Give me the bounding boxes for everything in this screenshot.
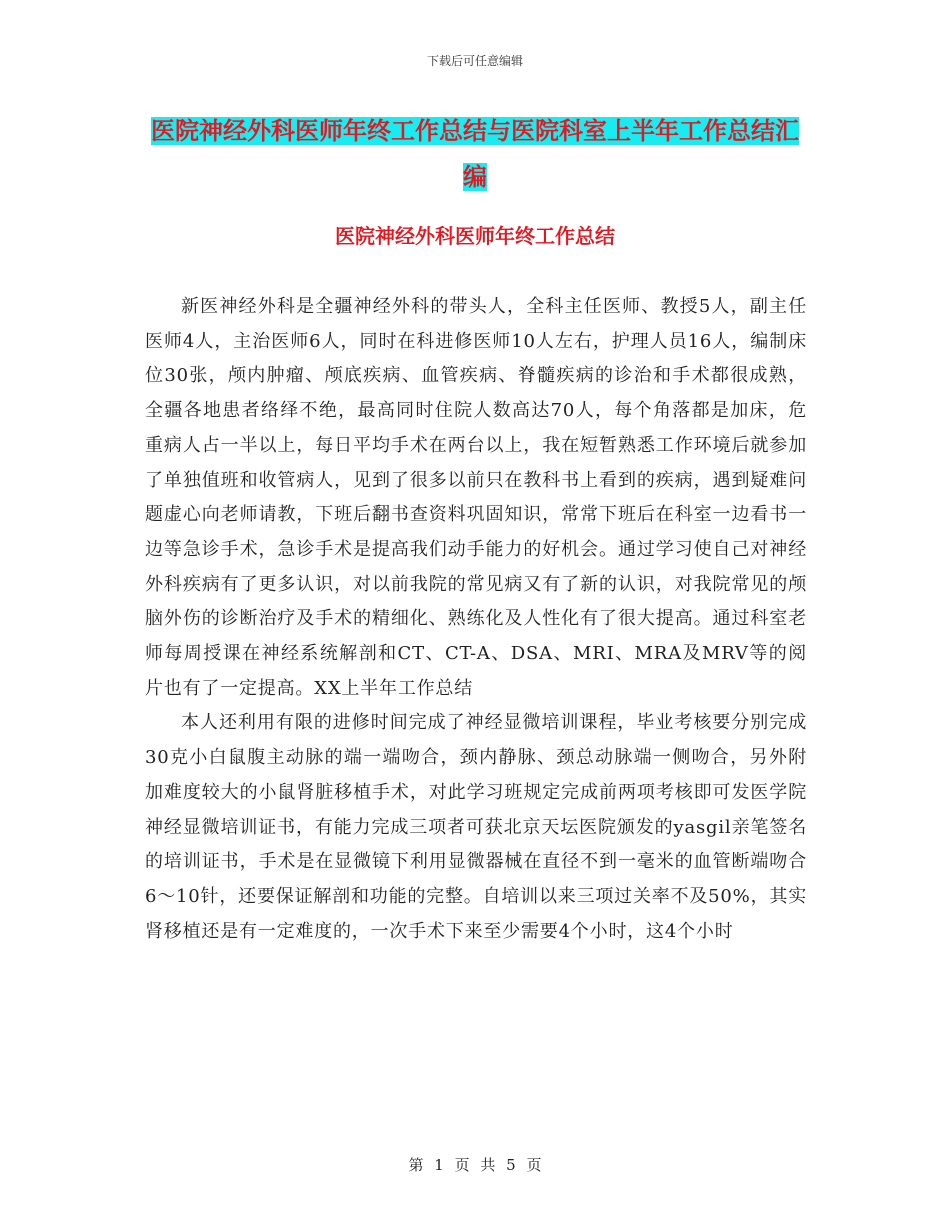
section-title: 医院神经外科医师年终工作总结	[335, 224, 615, 248]
document-title-text: 医院神经外科医师年终工作总结与医院科室上半年工作总结汇编	[151, 117, 799, 191]
paragraph: 本人还利用有限的进修时间完成了神经显微培训课程，毕业考核要分别完成30克小白鼠腹主动脉的端一端吻合，颈内静脉、颈总动脉端一侧吻合，另外附加难度较大的小鼠肾脏移植手术，对此学习班规定完成前两项考核即可发医学院神经显微培训证书，有能力完成三项者可获北京天坛医院颁发的yasgil亲笔签名的培训证书，手术是在显微镜下利用显微器械在直径不到一毫米的血管断端吻合6～10针，还要保证解剖和功能的完整。自培训以来三项过关率不及50%，其实肾移植还是有一定难度的，一次手术下来至少需要4个小时，这4个小时	[145, 712, 807, 942]
document-title	[145, 108, 805, 200]
header-note: 下载后可任意编辑	[426, 54, 523, 68]
page-number-footer: 第 1 页 共 5 页	[408, 1156, 542, 1174]
body-text	[145, 290, 807, 949]
paragraph: 新医神经外科是全疆神经外科的带头人，全科主任医师、教授5人，副主任医师4人，主治医师6人，同时在科进修医师10人左右，护理人员16人，编制床位30张，颅内肿瘤、颅底疾病、血管疾病、脊髓疾病的诊治和手术都很成熟，全疆各地患者络绎不绝，最高同时住院人数高达70人，每个角落都是加床，危重病人占一半以上，每日平均手术在两台以上，我在短暂熟悉工作环境后就参加了单独值班和收管病人，见到了很多以前只在教科书上看到的疾病，遇到疑难问题虚心向老师请教，下班后翻书查资料巩固知识，常常下班后在科室一边看书一边等急诊手术，急诊手术是提高我们动手能力的好机会。通过学习使自己对神经外科疾病有了更多认识，对以前我院的常见病又有了新的认识，对我院常见的颅脑外伤的诊断治疗及手术的精细化、熟练化及人性化有了很大提高。通过科室老师每周授课在神经系统解剖和CT、CT-A、DSA、MRI、MRA及MRV等的阅片也有了一定提高。XX上半年工作总结	[145, 296, 807, 699]
